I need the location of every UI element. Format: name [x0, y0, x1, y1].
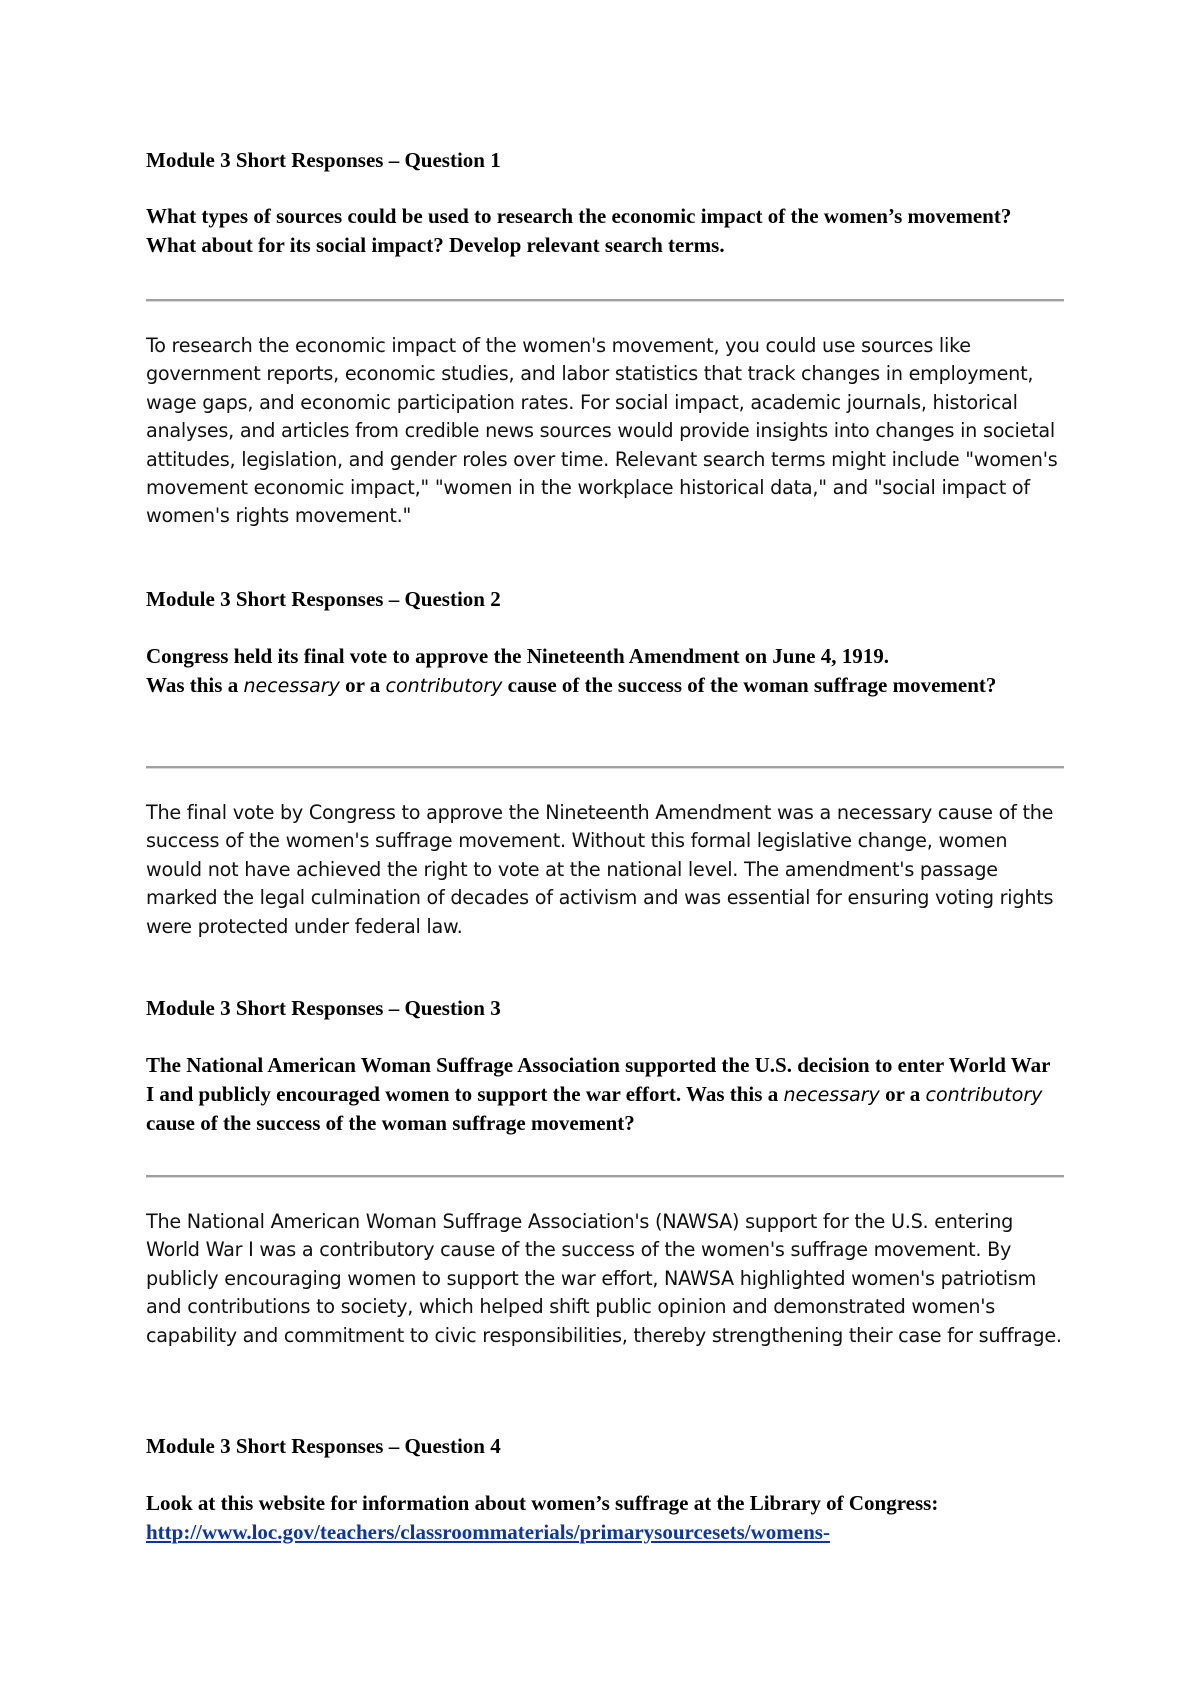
answer-1-block [146, 332, 1066, 531]
library-of-congress-link[interactable]: http://www.loc.gov/teachers/classroommaterials/primarysourcesets/womens- [146, 1519, 830, 1544]
section-heading: Module 3 Short Responses – Question 4 [146, 1434, 501, 1458]
section-question-1 [146, 146, 1066, 174]
question-1-prompt-block [146, 202, 1056, 259]
answer-text: The National American Woman Suffrage Association's (NAWSA) support for the U.S. entering World War I was a contributory cause of the success of the women's suffrage movement. By publicly encouraging women to support the war effort, NAWSA highlighted women's patriotism and contributions to society, which helped shift public opinion and demonstrated women's capability and commitment to civic responsibilities, thereby strengthening their case for suffrage. [146, 1210, 1062, 1347]
question-prompt: Look at this website for information about women’s suffrage at the Library of Congress: http://www.loc.gov/teachers/classroommaterials/primarysourcesets/womens- [146, 1491, 939, 1544]
question-prompt: What types of sources could be used to research the economic impact of the women’s movement? What about for its social impact? Develop relevant search terms. [146, 204, 1012, 257]
answer-3-block [146, 1208, 1066, 1350]
question-line: The National American Woman Suffrage Association supported the U.S. decision to enter World War I and publicly encouraged women to support the war effort. Was this [146, 1053, 1051, 1106]
section-heading: Module 3 Short Responses – Question 3 [146, 996, 501, 1020]
term-necessary: necessary [243, 674, 340, 697]
section-heading: Module 3 Short Responses – Question 1 [146, 148, 501, 172]
answer-text: The final vote by Congress to approve the Nineteenth Amendment was a necessary cause of the success of the women's suffrage movement. Without this formal legislative change, women would not have achieved the right to vote at the national level. The amendment's passage marked the legal culmination of decades of activism and was essential for ensuring voting rights were protected under federal law. [146, 801, 1054, 938]
section-heading: Module 3 Short Responses – Question 2 [146, 587, 501, 611]
question-line: Congress held its final vote to approve the Nineteenth Amendment on June 4, 1919. [146, 644, 889, 668]
question-prompt: Congress held its final vote to approve the Nineteenth Amendment on June 4, 1919. Was this a necessary or a contributory cause of the success of the woman suffrage movement? [146, 644, 997, 697]
section-question-2 [146, 585, 1066, 613]
answer-text: To research the economic impact of the women's movement, you could use sources like government reports, economic studies, and labor statistics that track changes in employment, wage gaps, and economic participation rates. For social impact, academic journals, historical analyses, and articles from credible news sources would provide insights into changes in societal attitudes, legislation, and gender roles over time. Relevant search terms might include "women's movement economic impact," "women in the workplace historical data," and "social impact of women's rights movement." [146, 334, 1058, 528]
term-necessary: necessary [783, 1083, 880, 1106]
section-question-3 [146, 994, 1066, 1022]
horizontal-rule [146, 1175, 1064, 1178]
question-3-prompt-block [146, 1051, 1056, 1138]
term-contributory: contributory [925, 1083, 1043, 1106]
answer-2-block [146, 799, 1066, 941]
term-contributory: contributory [385, 674, 503, 697]
question-4-prompt-block [146, 1489, 1076, 1546]
horizontal-rule [146, 766, 1064, 769]
horizontal-rule [146, 299, 1064, 302]
section-question-4 [146, 1432, 1066, 1460]
question-2-prompt-block [146, 642, 1036, 700]
question-prompt: The National American Woman Suffrage Association supported the U.S. decision to enter World War I and publicly encouraged women to support the war effort. Was this a necessary or a contributory cause of the success of the woman suffrage movement? [146, 1053, 1051, 1135]
